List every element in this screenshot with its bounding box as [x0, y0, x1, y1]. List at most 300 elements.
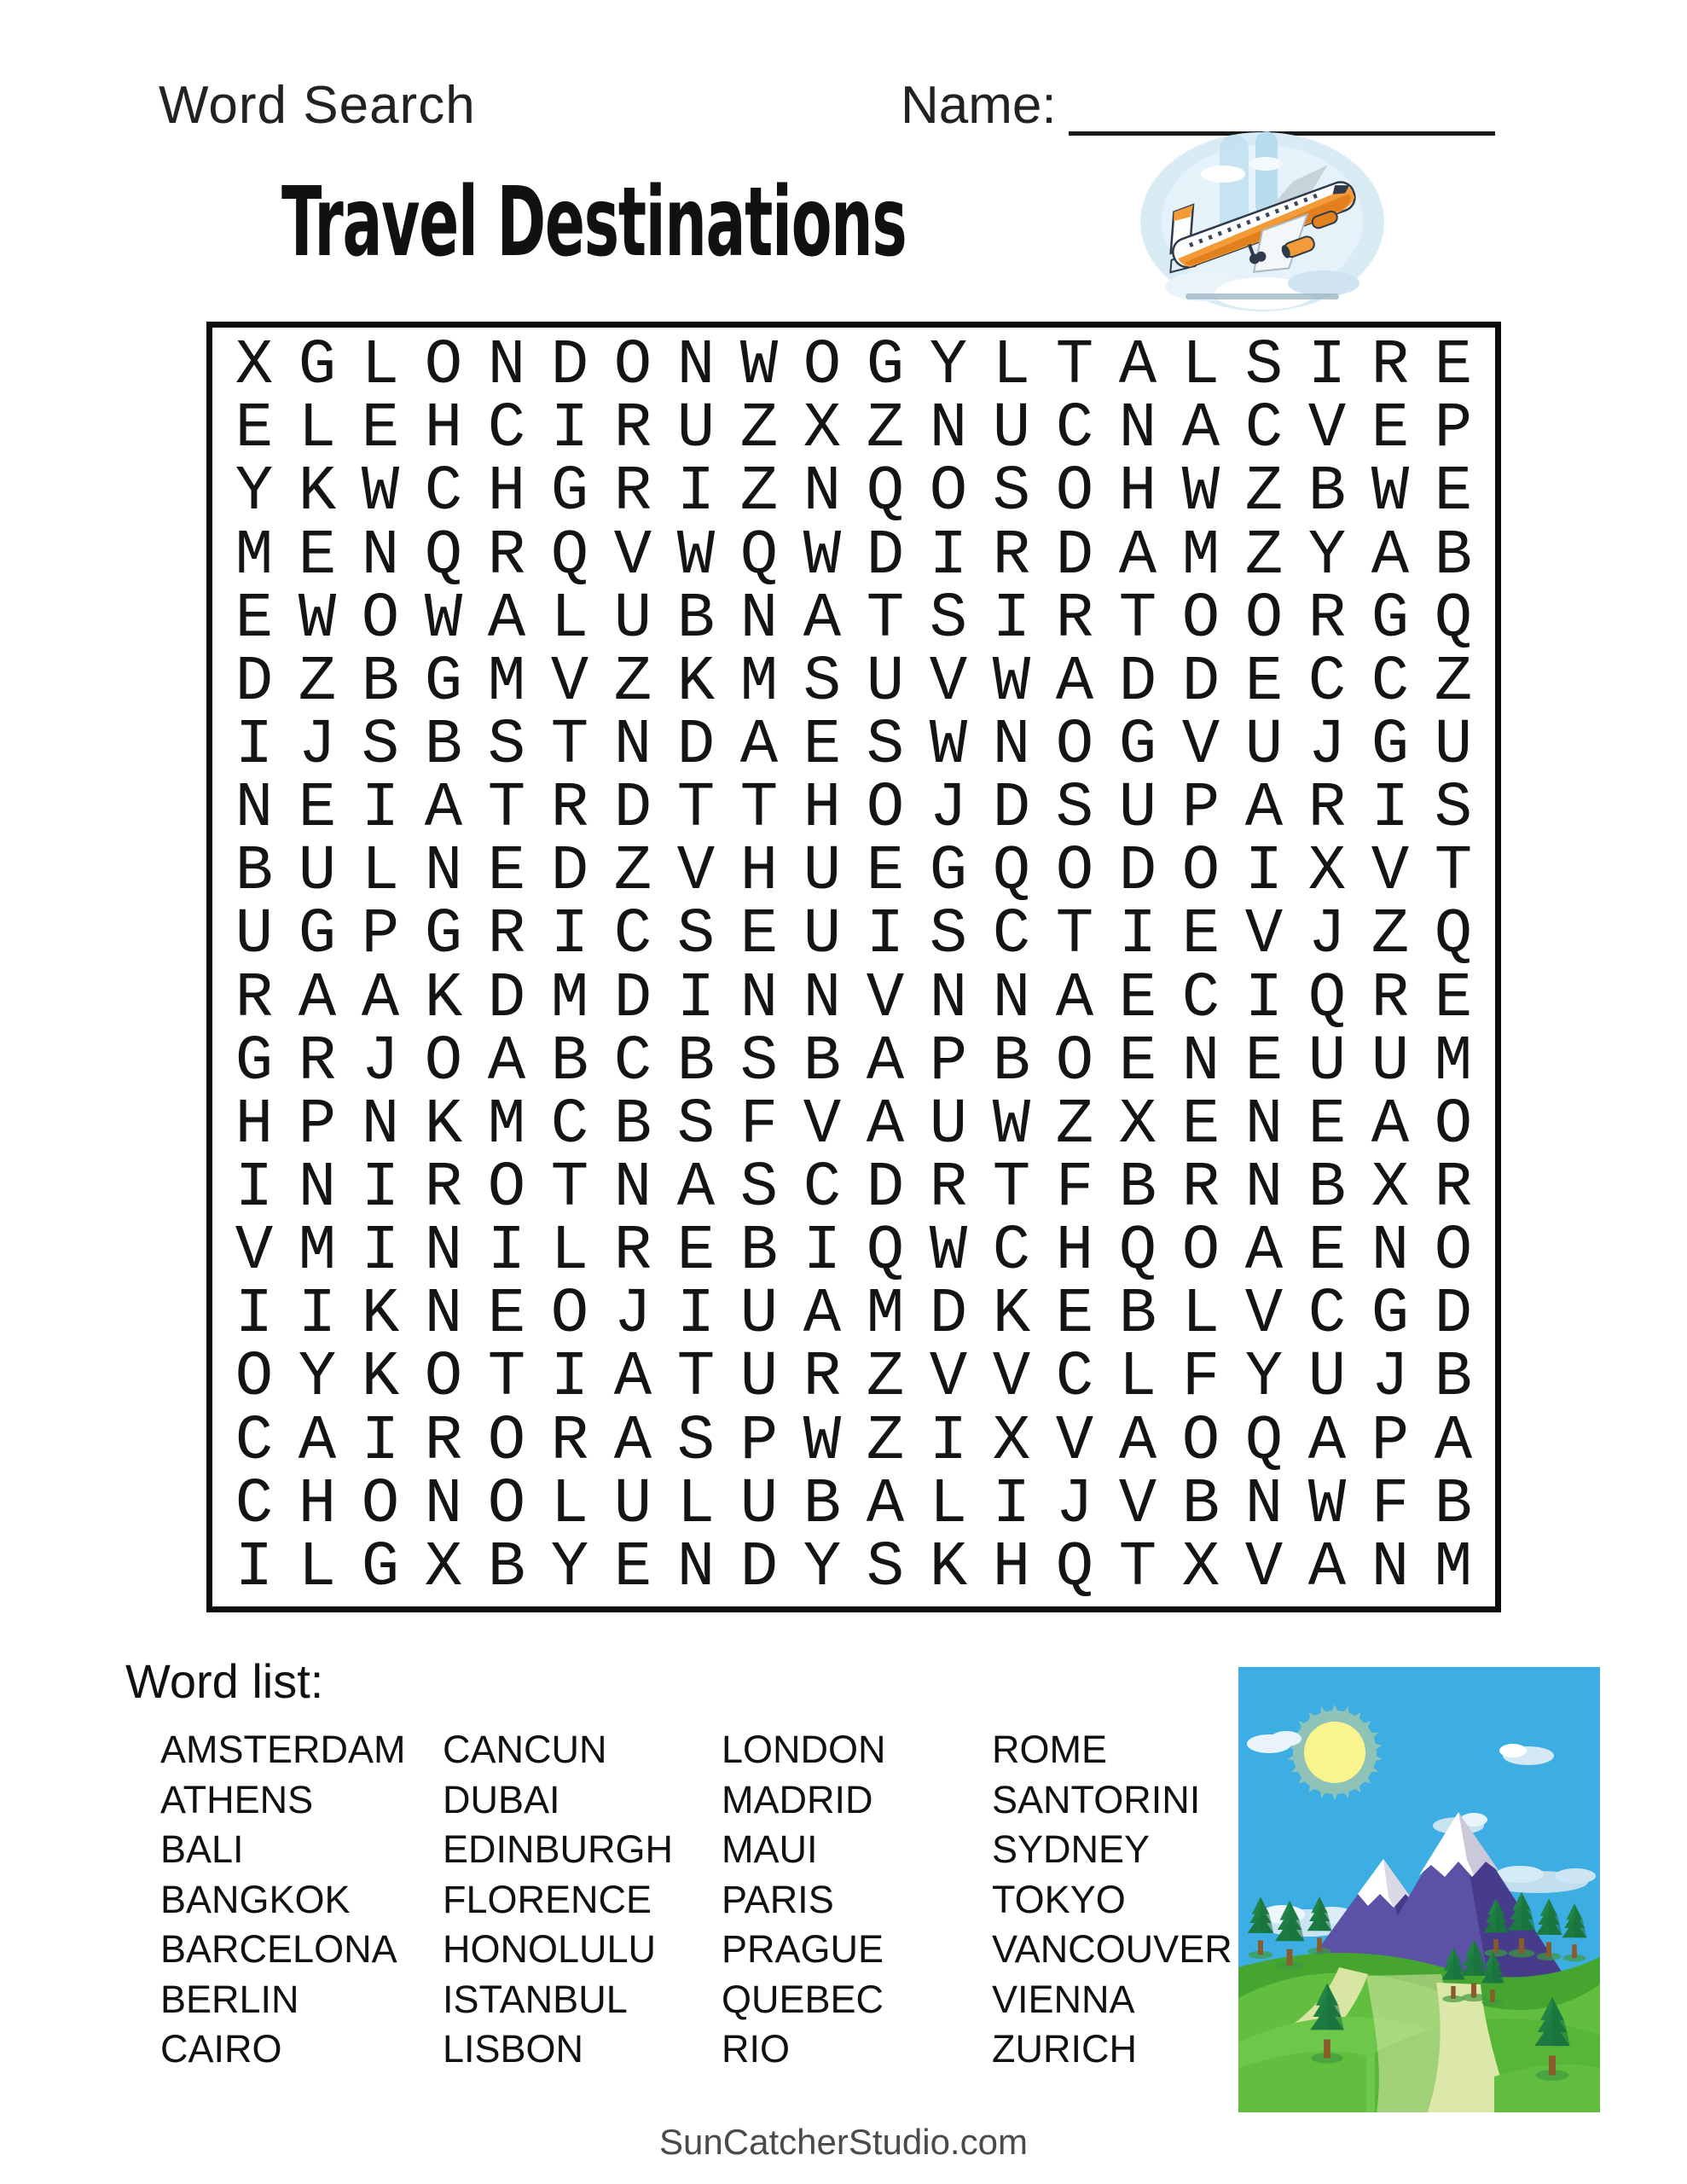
grid-cell: E: [298, 520, 337, 592]
grid-cell: D: [866, 1153, 905, 1225]
grid-cell: O: [424, 1342, 463, 1414]
grid-cell: B: [676, 1025, 716, 1098]
airplane-icon: [1134, 126, 1390, 314]
grid-cell: L: [550, 1468, 589, 1541]
grid-cell: U: [739, 1342, 779, 1414]
grid-cell: T: [1055, 330, 1094, 403]
grid-cell: C: [1307, 1279, 1347, 1351]
grid-cell: D: [1434, 1279, 1473, 1351]
grid-cell: L: [929, 1468, 968, 1541]
grid-cell: R: [1371, 330, 1410, 403]
grid-cell: U: [1371, 1025, 1410, 1098]
grid-cell: B: [550, 1025, 589, 1098]
grid-cell: J: [1371, 1342, 1410, 1414]
grid-cell: B: [1118, 1153, 1157, 1225]
grid-cell: N: [803, 456, 842, 529]
grid-cell: O: [487, 1468, 526, 1541]
grid-cell: J: [929, 773, 968, 845]
grid-cell: R: [1055, 583, 1094, 655]
grid-cell: T: [992, 1153, 1031, 1225]
grid-cell: K: [929, 1531, 968, 1604]
page-title: Travel Destinations: [281, 167, 907, 278]
grid-cell: N: [613, 1153, 652, 1225]
grid-cell: W: [1307, 1468, 1347, 1541]
grid-cell: U: [1434, 709, 1473, 781]
word-list-item: VANCOUVER: [992, 1927, 1232, 1971]
grid-cell: N: [1244, 1089, 1284, 1161]
grid-cell: J: [1307, 899, 1347, 972]
grid-cell: C: [235, 1468, 274, 1541]
word-list-item: LONDON: [722, 1728, 886, 1771]
grid-cell: O: [1181, 1216, 1220, 1288]
grid-cell: N: [361, 520, 400, 592]
grid-cell: C: [1244, 393, 1284, 466]
grid-cell: O: [1055, 836, 1094, 909]
grid-cell: I: [1371, 773, 1410, 845]
word-list-item: MAUI: [722, 1827, 818, 1871]
grid-cell: N: [298, 1153, 337, 1225]
grid-cell: L: [361, 330, 400, 403]
grid-cell: Y: [1307, 520, 1347, 592]
grid-cell: I: [929, 1405, 968, 1478]
grid-cell: K: [676, 646, 716, 718]
word-list-item: ROME: [992, 1728, 1107, 1771]
grid-cell: W: [992, 646, 1031, 718]
grid-cell: C: [1371, 646, 1410, 718]
airplane-illustration: [1134, 126, 1390, 314]
grid-cell: N: [992, 962, 1031, 1035]
grid-cell: A: [803, 583, 842, 655]
grid-cell: N: [613, 709, 652, 781]
grid-cell: D: [929, 1279, 968, 1351]
grid-cell: O: [613, 330, 652, 403]
grid-cell: R: [424, 1153, 463, 1225]
grid-cell: N: [676, 330, 716, 403]
grid-cell: A: [866, 1089, 905, 1161]
grid-cell: P: [739, 1405, 779, 1478]
grid-cell: B: [803, 1025, 842, 1098]
grid-cell: I: [992, 583, 1031, 655]
grid-cell: U: [676, 393, 716, 466]
grid-cell: N: [1118, 393, 1157, 466]
grid-cell: A: [1371, 520, 1410, 592]
grid-cell: C: [424, 456, 463, 529]
grid-cell: U: [1118, 773, 1157, 845]
grid-cell: N: [424, 1216, 463, 1288]
grid-cell: S: [803, 646, 842, 718]
grid-cell: P: [298, 1089, 337, 1161]
grid-cell: V: [992, 1342, 1031, 1414]
grid-cell: S: [676, 899, 716, 972]
grid-cell: A: [613, 1342, 652, 1414]
grid-cell: W: [298, 583, 337, 655]
grid-cell: P: [361, 899, 400, 972]
grid-cell: A: [1118, 520, 1157, 592]
word-list-item: BALI: [160, 1827, 244, 1871]
grid-cell: T: [676, 1342, 716, 1414]
grid-cell: A: [1055, 962, 1094, 1035]
grid-cell: A: [739, 709, 779, 781]
grid-cell: I: [235, 1279, 274, 1351]
grid-cell: N: [1371, 1216, 1410, 1288]
grid-cell: D: [992, 773, 1031, 845]
grid-cell: Q: [550, 520, 589, 592]
grid-cell: X: [803, 393, 842, 466]
grid-cell: W: [803, 1405, 842, 1478]
grid-cell: E: [1307, 1089, 1347, 1161]
grid-cell: A: [803, 1279, 842, 1351]
grid-cell: X: [1181, 1531, 1220, 1604]
grid-cell: H: [739, 836, 779, 909]
grid-cell: E: [1118, 1025, 1157, 1098]
grid-cell: Z: [1371, 899, 1410, 972]
grid-cell: I: [235, 709, 274, 781]
doc-type-label: Word Search: [159, 76, 476, 135]
grid-cell: A: [298, 962, 337, 1035]
grid-cell: U: [1307, 1342, 1347, 1414]
grid-cell: M: [866, 1279, 905, 1351]
grid-cell: A: [1244, 1216, 1284, 1288]
grid-cell: H: [992, 1531, 1031, 1604]
grid-cell: N: [929, 393, 968, 466]
grid-cell: V: [866, 962, 905, 1035]
grid-cell: U: [613, 583, 652, 655]
grid-cell: U: [1307, 1025, 1347, 1098]
grid-cell: S: [676, 1405, 716, 1478]
grid-cell: K: [424, 962, 463, 1035]
grid-cell: G: [1371, 709, 1410, 781]
grid-cell: I: [1118, 899, 1157, 972]
grid-cell: L: [1118, 1342, 1157, 1414]
grid-cell: Q: [1434, 899, 1473, 972]
grid-cell: Q: [1244, 1405, 1284, 1478]
grid-cell: N: [676, 1531, 716, 1604]
grid-cell: O: [361, 583, 400, 655]
grid-cell: U: [739, 1468, 779, 1541]
grid-cell: B: [1434, 520, 1473, 592]
word-list-item: HONOLULU: [443, 1927, 657, 1971]
grid-cell: O: [361, 1468, 400, 1541]
grid-cell: B: [1307, 1153, 1347, 1225]
word-list-item: PARIS: [722, 1877, 834, 1921]
grid-cell: M: [1181, 520, 1220, 592]
grid-cell: I: [235, 1153, 274, 1225]
grid-cell: O: [803, 330, 842, 403]
grid-cell: B: [235, 836, 274, 909]
grid-cell: I: [361, 1216, 400, 1288]
grid-cell: R: [803, 1342, 842, 1414]
grid-cell: M: [487, 1089, 526, 1161]
word-list-item: VIENNA: [992, 1977, 1135, 2021]
grid-cell: E: [613, 1531, 652, 1604]
grid-cell: X: [1371, 1153, 1410, 1225]
grid-cell: F: [1181, 1342, 1220, 1414]
grid-cell: S: [1434, 773, 1473, 845]
grid-cell: L: [1181, 330, 1220, 403]
grid-cell: A: [1118, 1405, 1157, 1478]
grid-cell: P: [929, 1025, 968, 1098]
grid-cell: P: [1434, 393, 1473, 466]
grid-cell: V: [235, 1216, 274, 1288]
grid-cell: Z: [866, 1405, 905, 1478]
grid-cell: A: [676, 1153, 716, 1225]
word-list-item: FLORENCE: [443, 1877, 652, 1921]
word-list-item: SYDNEY: [992, 1827, 1151, 1871]
grid-cell: Q: [1118, 1216, 1157, 1288]
grid-cell: L: [992, 330, 1031, 403]
grid-cell: N: [929, 962, 968, 1035]
word-list-column: [722, 1725, 992, 2075]
grid-cell: J: [613, 1279, 652, 1351]
grid-cell: R: [929, 1153, 968, 1225]
grid-cell: E: [1118, 962, 1157, 1035]
grid-cell: W: [929, 1216, 968, 1288]
grid-cell: R: [1307, 583, 1347, 655]
grid-cell: X: [424, 1531, 463, 1604]
grid-cell: Y: [298, 1342, 337, 1414]
grid-cell: J: [1307, 709, 1347, 781]
grid-cell: I: [929, 520, 968, 592]
grid-cell: H: [298, 1468, 337, 1541]
name-label: Name:: [901, 76, 1057, 135]
grid-cell: N: [739, 583, 779, 655]
grid-cell: E: [1055, 1279, 1094, 1351]
grid-cell: Y: [929, 330, 968, 403]
grid-cell: T: [739, 773, 779, 845]
word-list-item: ZURICH: [992, 2027, 1137, 2071]
grid-cell: V: [1055, 1405, 1094, 1478]
grid-cell: D: [1181, 646, 1220, 718]
grid-cell: I: [550, 393, 589, 466]
grid-cell: R: [424, 1405, 463, 1478]
grid-cell: W: [803, 520, 842, 592]
grid-cell: S: [992, 456, 1031, 529]
word-list-item: LISBON: [443, 2027, 584, 2071]
word-list-item: EDINBURGH: [443, 1827, 674, 1871]
grid-cell: Q: [1307, 962, 1347, 1035]
grid-cell: T: [676, 773, 716, 845]
grid-cell: U: [803, 836, 842, 909]
grid-cell: O: [487, 1405, 526, 1478]
grid-cell: B: [1118, 1279, 1157, 1351]
grid-cell: O: [1434, 1216, 1473, 1288]
grid-cell: N: [424, 836, 463, 909]
grid-cell: Z: [613, 646, 652, 718]
grid-cell: J: [1055, 1468, 1094, 1541]
grid-cell: V: [550, 646, 589, 718]
grid-cell: B: [361, 646, 400, 718]
grid-cell: A: [1371, 1089, 1410, 1161]
grid-cell: U: [1244, 709, 1284, 781]
grid-cell: G: [866, 330, 905, 403]
grid-cell: V: [1118, 1468, 1157, 1541]
landscape-icon: [1238, 1667, 1600, 2112]
grid-cell: X: [1118, 1089, 1157, 1161]
grid-cell: Y: [550, 1531, 589, 1604]
grid-cell: B: [1307, 456, 1347, 529]
grid-cell: N: [361, 1089, 400, 1161]
grid-cell: K: [361, 1342, 400, 1414]
grid-cell: M: [550, 962, 589, 1035]
grid-cell: G: [929, 836, 968, 909]
word-list-item: TOKYO: [992, 1877, 1126, 1921]
grid-cell: U: [866, 646, 905, 718]
grid-cell: Z: [1434, 646, 1473, 718]
grid-cell: N: [1244, 1468, 1284, 1541]
grid-cell: X: [992, 1405, 1031, 1478]
grid-cell: A: [298, 1405, 337, 1478]
grid-cell: B: [676, 583, 716, 655]
grid-cell: I: [1307, 330, 1347, 403]
grid-cell: Q: [866, 456, 905, 529]
grid-cell: S: [929, 583, 968, 655]
grid-cell: D: [613, 962, 652, 1035]
word-list-item: CANCUN: [443, 1728, 607, 1771]
grid-cell: U: [929, 1089, 968, 1161]
word-list-item: ISTANBUL: [443, 1977, 628, 2021]
grid-cell: S: [676, 1089, 716, 1161]
word-list-column: [160, 1725, 443, 2075]
grid-cell: T: [1118, 583, 1157, 655]
grid-cell: X: [235, 330, 274, 403]
grid-cell: G: [235, 1025, 274, 1098]
grid-cell: W: [739, 330, 779, 403]
grid-cell: I: [550, 899, 589, 972]
grid-cell: O: [487, 1153, 526, 1225]
grid-cell: R: [613, 1216, 652, 1288]
grid-cell: Q: [1055, 1531, 1094, 1604]
grid-cell: A: [361, 962, 400, 1035]
grid-cell: A: [487, 583, 526, 655]
word-list-item: DUBAI: [443, 1777, 560, 1821]
word-list-item: QUEBEC: [722, 1977, 884, 2021]
grid-cell: O: [929, 456, 968, 529]
grid-cell: S: [487, 709, 526, 781]
grid-cell: Z: [866, 1342, 905, 1414]
grid-cell: K: [424, 1089, 463, 1161]
grid-cell: Z: [1244, 456, 1284, 529]
grid-cell: V: [1244, 1279, 1284, 1351]
word-search-grid: [206, 322, 1501, 1612]
grid-cell: L: [550, 583, 589, 655]
grid-cell: B: [487, 1531, 526, 1604]
grid-cell: A: [1244, 773, 1284, 845]
grid-cell: Y: [235, 456, 274, 529]
grid-cell: T: [487, 773, 526, 845]
grid-cell: E: [1181, 1089, 1220, 1161]
word-list-item: BARCELONA: [160, 1927, 397, 1971]
grid-cell: V: [613, 520, 652, 592]
grid-cell: M: [1434, 1025, 1473, 1098]
grid-cell: D: [613, 773, 652, 845]
grid-cell: T: [1118, 1531, 1157, 1604]
grid-cell: R: [235, 962, 274, 1035]
grid-cell: D: [866, 520, 905, 592]
grid-cell: R: [550, 773, 589, 845]
grid-cell: Q: [739, 520, 779, 592]
grid-cell: S: [866, 1531, 905, 1604]
grid-cell: C: [992, 899, 1031, 972]
grid-cell: S: [1055, 773, 1094, 845]
grid-cell: O: [1181, 583, 1220, 655]
grid-cell: I: [361, 1153, 400, 1225]
grid-cell: T: [487, 1342, 526, 1414]
grid-cell: E: [235, 583, 274, 655]
grid-cell: O: [866, 773, 905, 845]
grid-cell: U: [803, 899, 842, 972]
grid-cell: L: [361, 836, 400, 909]
grid-cell: B: [1434, 1342, 1473, 1414]
grid-cell: N: [424, 1279, 463, 1351]
grid-cell: D: [550, 836, 589, 909]
grid-cell: W: [1371, 456, 1410, 529]
grid-cell: B: [803, 1468, 842, 1541]
word-list: [160, 1725, 1232, 2075]
grid-cell: E: [1244, 646, 1284, 718]
grid-cell: R: [550, 1405, 589, 1478]
grid-cell: A: [1055, 646, 1094, 718]
grid-cell: K: [361, 1279, 400, 1351]
grid-cell: V: [676, 836, 716, 909]
grid-cell: L: [298, 393, 337, 466]
grid-cell: T: [1055, 899, 1094, 972]
grid-cell: C: [235, 1405, 274, 1478]
grid-cell: N: [992, 709, 1031, 781]
grid-cell: K: [992, 1279, 1031, 1351]
grid-cell: X: [1307, 836, 1347, 909]
grid-cell: A: [866, 1025, 905, 1098]
grid-cell: R: [1181, 1153, 1220, 1225]
grid-cell: N: [1244, 1153, 1284, 1225]
grid-cell: R: [487, 520, 526, 592]
grid-cell: O: [235, 1342, 274, 1414]
grid-cell: G: [361, 1531, 400, 1604]
grid-cell: E: [1434, 962, 1473, 1035]
grid-cell: Q: [1434, 583, 1473, 655]
grid-cell: M: [235, 520, 274, 592]
grid-cell: W: [992, 1089, 1031, 1161]
grid-cell: V: [803, 1089, 842, 1161]
grid-cell: R: [992, 520, 1031, 592]
grid-cell: C: [803, 1153, 842, 1225]
grid-cell: V: [929, 646, 968, 718]
grid-cell: Y: [803, 1531, 842, 1604]
grid-cell: N: [803, 962, 842, 1035]
grid-cell: O: [1055, 456, 1094, 529]
grid-cell: Z: [866, 393, 905, 466]
grid-cell: O: [424, 330, 463, 403]
grid-cell: N: [235, 773, 274, 845]
grid-cell: C: [550, 1089, 589, 1161]
word-list-item: CAIRO: [160, 2027, 282, 2071]
grid-cell: B: [739, 1216, 779, 1288]
word-list-item: ATHENS: [160, 1777, 314, 1821]
word-list-item: PRAGUE: [722, 1927, 884, 1971]
grid-cell: Z: [739, 393, 779, 466]
grid-cell: G: [1371, 1279, 1410, 1351]
grid-cell: N: [1371, 1531, 1410, 1604]
grid-cell: I: [298, 1279, 337, 1351]
grid-cell: W: [361, 456, 400, 529]
grid-cell: F: [739, 1089, 779, 1161]
word-list-item: SANTORINI: [992, 1777, 1201, 1821]
grid-cell: B: [1434, 1468, 1473, 1541]
grid-cell: H: [1118, 456, 1157, 529]
word-list-item: MADRID: [722, 1777, 873, 1821]
grid-cell: D: [550, 330, 589, 403]
grid-cell: N: [424, 1468, 463, 1541]
grid-cell: M: [298, 1216, 337, 1288]
